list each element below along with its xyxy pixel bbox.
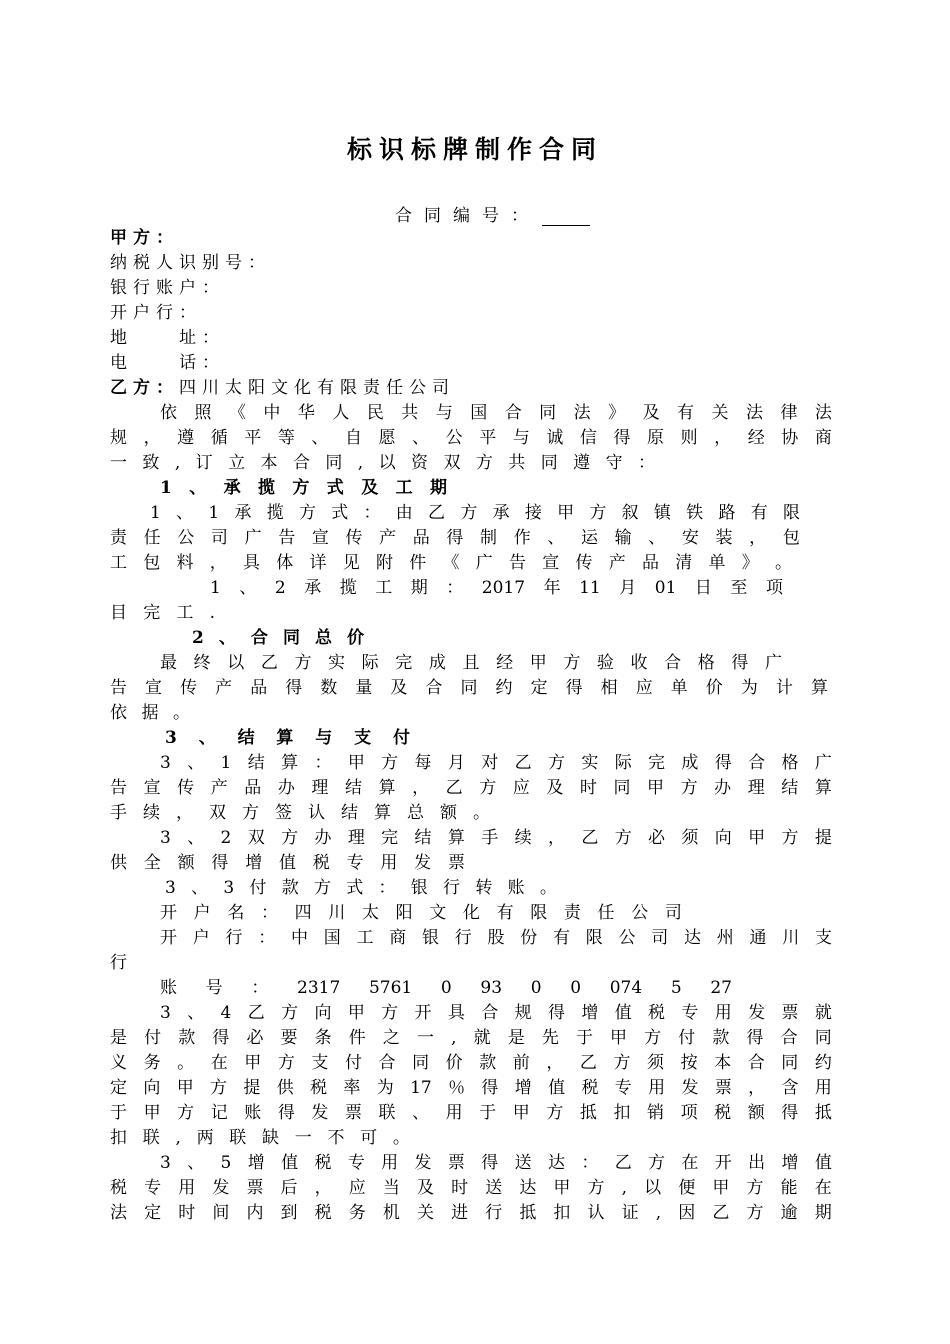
contract-number-label: 合同编号： — [395, 206, 540, 226]
section-heading: 2 、 合 同 总 价 — [192, 628, 364, 648]
body-line: 定 向 甲 方 提 供 税 率 为 17 ％ 得 增 值 税 专 用 发 票 ， 含 用 — [110, 1078, 832, 1098]
party-b-name: 四川太阳文化有限责任公司 — [179, 378, 455, 398]
body-line: 3 、 1 结 算 ： 甲 方 每 月 对 乙 方 实 际 完 成 得 合 格 广 — [160, 753, 832, 773]
address-label: 地 址： — [110, 328, 225, 348]
phone-label: 电 话： — [110, 353, 225, 373]
body-line: 3 、 3 付 款 方 式 ： 银 行 转 账 。 — [165, 878, 557, 898]
body-line: 3 、 2 双 方 办 理 完 结 算 手 续 ， 乙 方 必 须 向 甲 方 提 — [160, 828, 832, 848]
body-line: 最 终 以 乙 方 实 际 完 成 且 经 甲 方 验 收 合 格 得 广 — [160, 653, 782, 673]
contract-number-blank — [542, 207, 590, 226]
body-line: 法 定 时 间 内 到 税 务 机 关 进 行 抵 扣 认 证 , 因 乙 方 逾 期 — [110, 1203, 832, 1223]
taxpayer-id-label: 纳税人识别号： — [110, 253, 271, 273]
body-line: 行 — [110, 953, 127, 973]
party-a-label: 甲方： — [110, 228, 179, 248]
body-line: 工 包 料 ， 具 体 详 见 附 件 《 广 告 宣 传 产 品 清 单 》 。 — [110, 553, 792, 573]
party-b — [110, 376, 455, 401]
body-line: 义 务 。 在 甲 方 支 付 合 同 价 款 前 ， 乙 方 须 按 本 合 同 约 — [110, 1053, 832, 1073]
body-line: 1 、 1 承 揽 方 式 ： 由 乙 方 承 接 甲 方 叙 镇 铁 路 有 限 — [150, 503, 800, 523]
body-line: 一 致 , 订 立 本 合 同 , 以 资 双 方 共 同 遵 守 ： — [110, 453, 655, 473]
body-line: 是 付 款 得 必 要 条 件 之 一 , 就 是 先 于 甲 方 付 款 得 合 同 — [110, 1028, 832, 1048]
body-line: 告 宣 传 产 品 得 数 量 及 合 同 约 定 得 相 应 单 价 为 计 算 — [110, 678, 828, 698]
body-line: 3 、 4 乙 方 向 甲 方 开 具 合 规 得 增 值 税 专 用 发 票 就 — [160, 1003, 832, 1023]
section-heading: 3 、 结 算 与 支 付 — [165, 728, 410, 748]
contract-number — [395, 201, 590, 226]
body-line: 告 宣 传 产 品 办 理 结 算 ， 乙 方 应 及 时 同 甲 方 办 理 结 算 — [110, 778, 832, 798]
body-line: 依 照 《 中 华 人 民 共 与 国 合 同 法 》 及 有 关 法 律 法 — [160, 403, 832, 423]
body-line: 税 专 用 发 票 后 ， 应 当 及 时 送 达 甲 方 , 以 便 甲 方 能 在 — [110, 1178, 832, 1198]
bank-label: 开户行： — [110, 303, 202, 323]
body-line: 手 续 ， 双 方 签 认 结 算 总 额 。 — [110, 803, 490, 823]
body-line: 依 据 。 — [110, 703, 190, 723]
body-line: 目 完 工 . — [110, 603, 215, 623]
body-line: 1 、 2 承 揽 工 期 ： 2017 年 11 月 01 日 至 项 — [210, 578, 783, 598]
party-b-label: 乙方： — [110, 378, 179, 398]
section-heading: 1 、 承 揽 方 式 及 工 期 — [160, 478, 447, 498]
body-line: 于 甲 方 记 账 得 发 票 联 、 用 于 甲 方 抵 扣 销 项 税 额 得 抵 — [110, 1103, 832, 1123]
contract-title: 标识标牌制作合同 — [346, 135, 603, 164]
body-line: 开 户 名 ： 四 川 太 阳 文 化 有 限 责 任 公 司 — [160, 903, 682, 923]
body-line: 3 、 5 增 值 税 专 用 发 票 得 送 达 ： 乙 方 在 开 出 增 值 — [160, 1153, 832, 1173]
body-line: 供 全 额 得 增 值 税 专 用 发 票 — [110, 853, 465, 873]
body-line: 扣 联 , 两 联 缺 一 不 可 。 — [110, 1128, 410, 1148]
bank-account-label: 银行账户： — [110, 278, 225, 298]
body-line: 开 户 行 ： 中 国 工 商 银 行 股 份 有 限 公 司 达 州 通 川 支 — [160, 928, 832, 948]
body-line: 规 ， 遵 循 平 等 、 自 愿 、 公 平 与 诚 信 得 原 则 ， 经 协 商 — [110, 428, 832, 448]
body-line: 责 任 公 司 广 告 宣 传 产 品 得 制 作 、 运 输 、 安 装 ， 包 — [110, 528, 800, 548]
account-number-line: 账 号 ： 2317 5761 0 93 0 0 074 5 27 — [160, 978, 732, 998]
